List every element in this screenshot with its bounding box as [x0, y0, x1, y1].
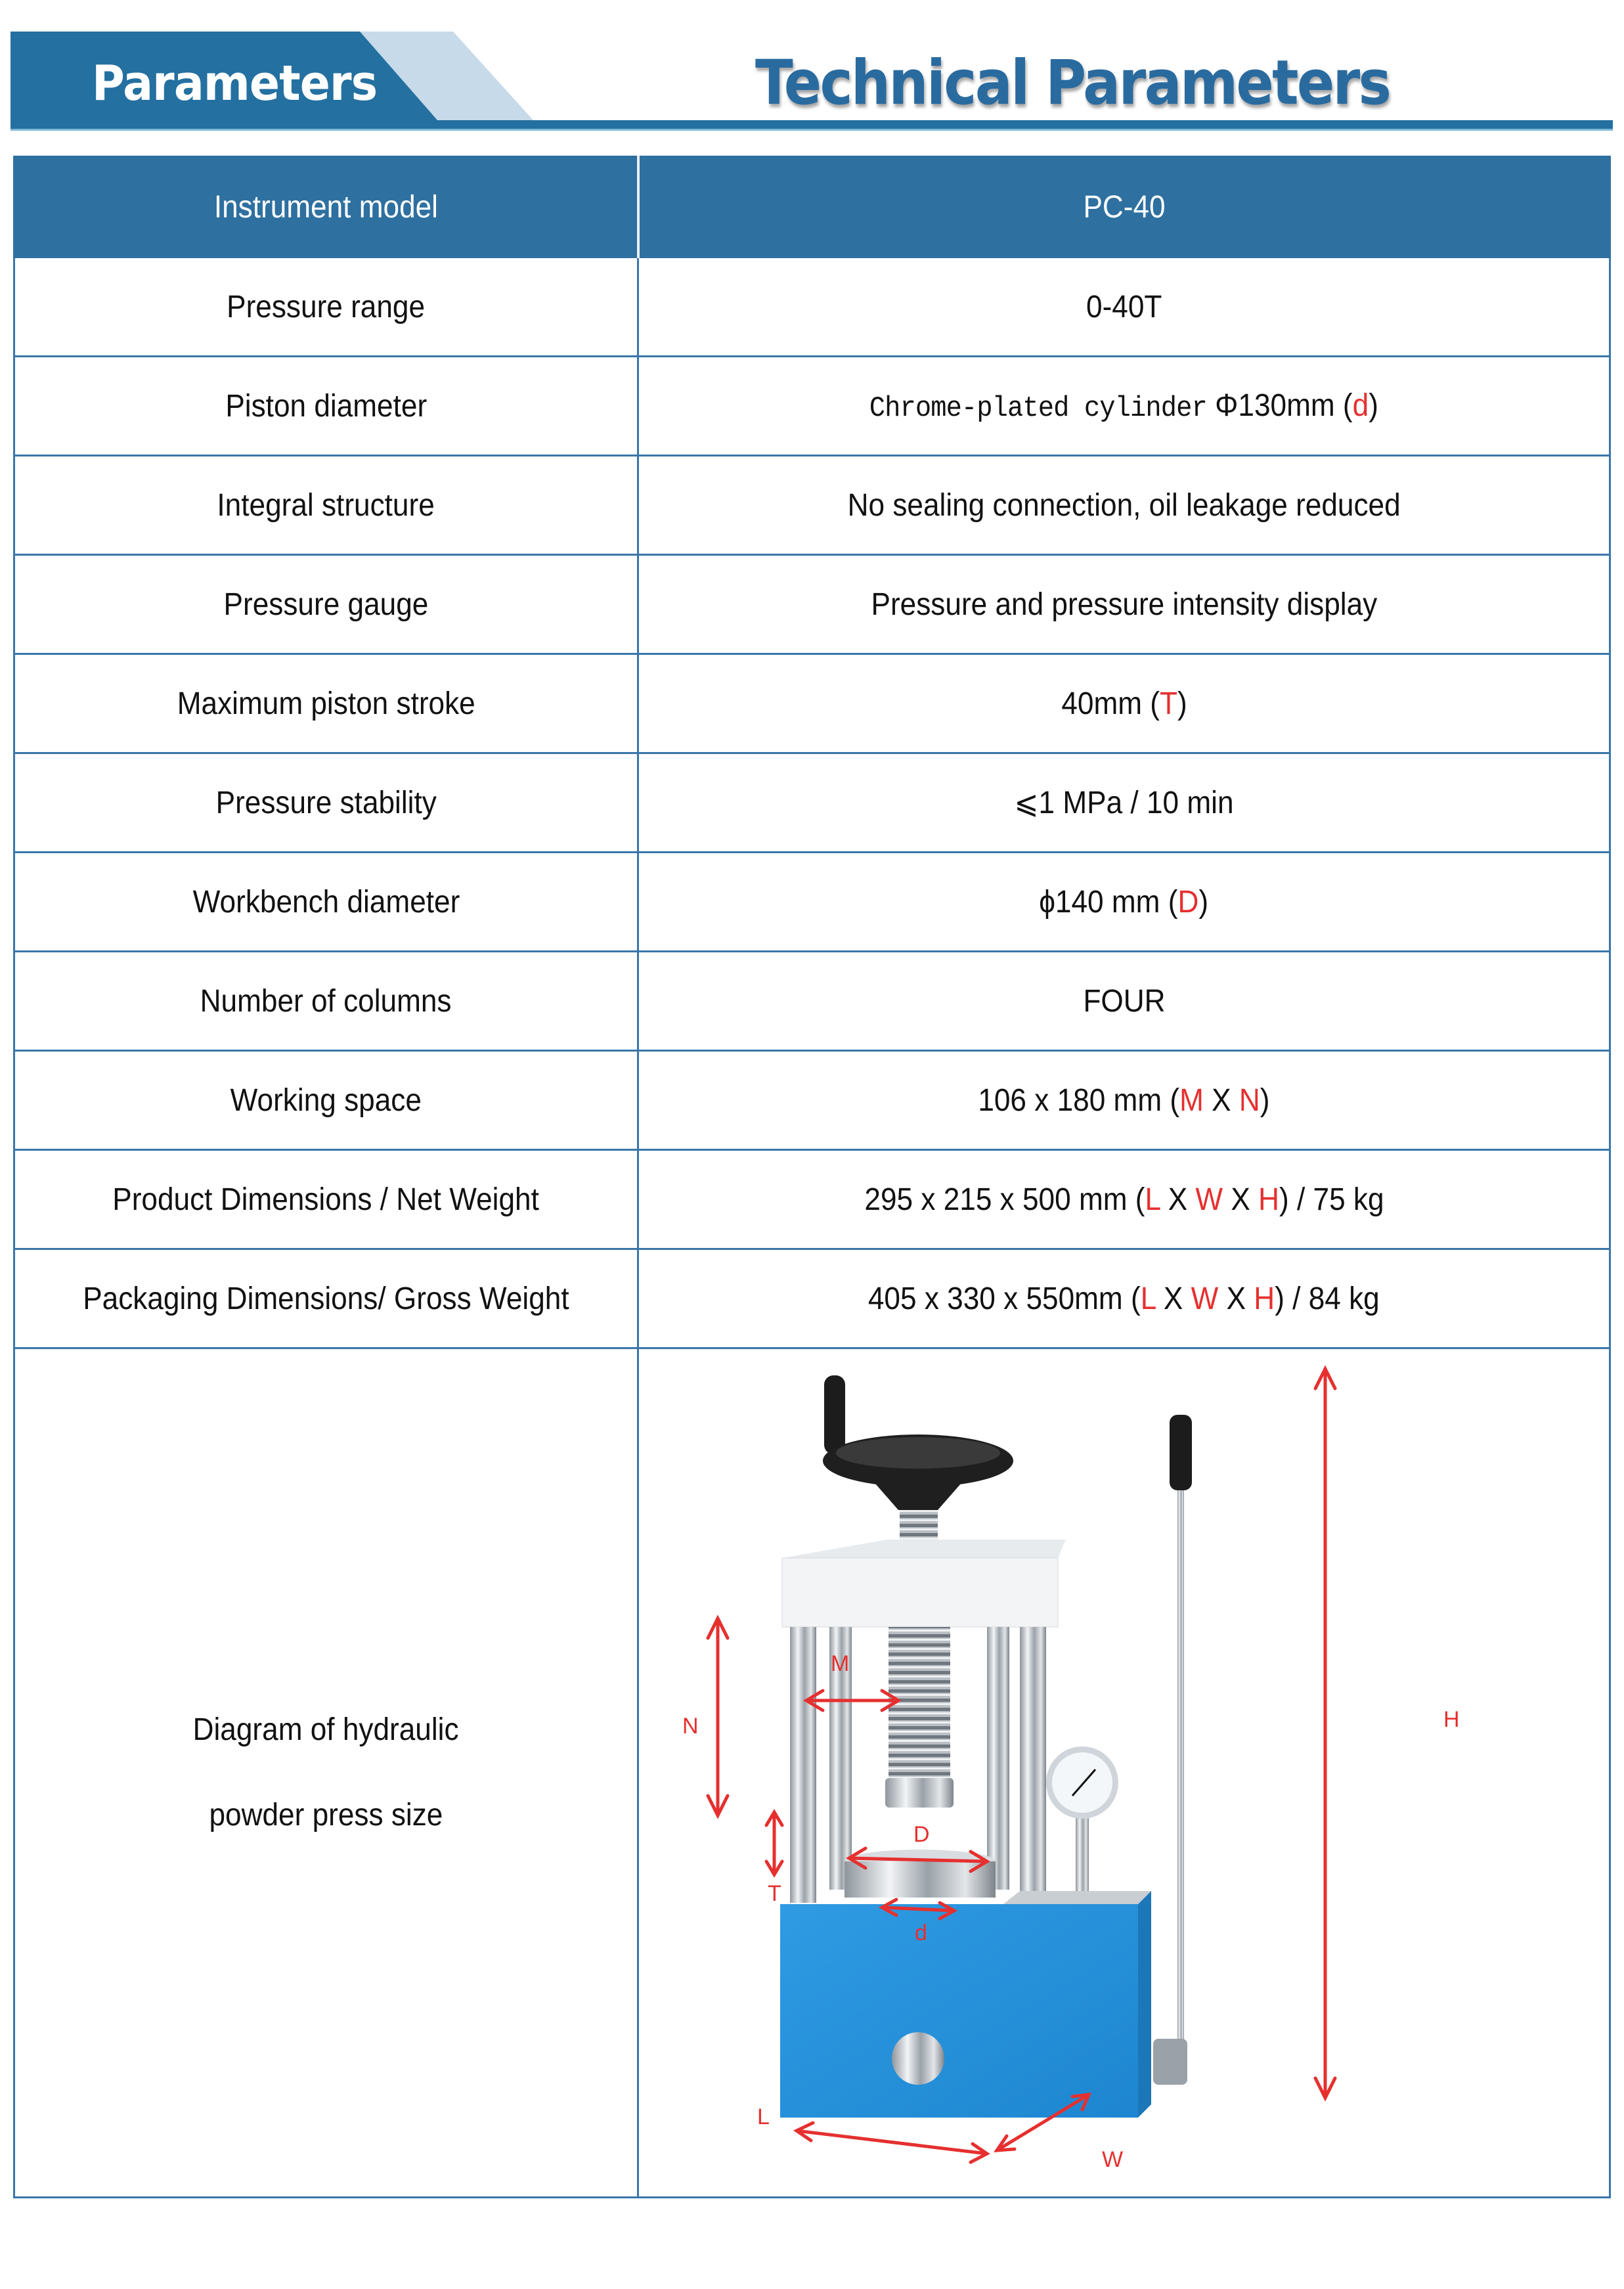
arrow-T	[766, 1812, 782, 1875]
dimension-key: D	[1177, 884, 1199, 920]
row-label: Working space	[230, 1082, 422, 1118]
arrow-M	[806, 1691, 898, 1710]
table-header-row	[14, 157, 1610, 257]
table-row	[14, 1051, 1610, 1150]
row-label-cell	[14, 853, 638, 952]
value-main: 405 x 330 x 550mm	[868, 1281, 1123, 1316]
diagram-label	[15, 1687, 637, 1858]
row-value: FOUR	[1082, 983, 1166, 1019]
release-knob	[892, 2032, 944, 2085]
row-value: 0-40T	[1086, 289, 1162, 324]
row-value-cell	[638, 555, 1610, 654]
value-close: )	[1198, 884, 1209, 920]
value-open: (	[1122, 1281, 1141, 1316]
row-value-cell	[638, 456, 1610, 555]
pump-lever-grip	[1170, 1415, 1192, 1490]
row-value-cell	[638, 257, 1610, 357]
value-open: (	[1162, 1082, 1180, 1118]
row-value-cell	[638, 654, 1610, 753]
row-label: Pressure gauge	[223, 587, 429, 622]
gauge-stem	[1076, 1815, 1089, 1891]
arrow-H	[1315, 1369, 1335, 2098]
value-open: (	[1127, 1182, 1145, 1217]
row-value	[1040, 884, 1209, 920]
row-value-cell	[638, 1249, 1610, 1348]
row-value-cell	[638, 1150, 1610, 1249]
pressure-gauge-face	[1052, 1752, 1112, 1813]
value-main: ϕ140 mm	[1039, 884, 1160, 920]
dimension-label-T: T	[768, 1881, 781, 1906]
table-row	[14, 555, 1610, 654]
diagram-image-cell	[638, 1348, 1610, 2198]
dimension-key: d	[1352, 388, 1369, 423]
row-label-cell	[14, 1051, 638, 1150]
base-side	[1138, 1891, 1151, 2118]
column	[790, 1627, 816, 1903]
top-plate-top	[782, 1540, 1066, 1558]
table-row	[14, 753, 1610, 853]
row-value-cell	[638, 853, 1610, 952]
pump-base	[780, 1904, 1138, 2118]
row-value-cell	[638, 952, 1610, 1051]
row-label: Pressure range	[227, 289, 426, 324]
row-label: Product Dimensions / Net Weight	[112, 1182, 540, 1217]
value-close: ) / 75 kg	[1279, 1182, 1384, 1217]
row-value: ⩽1 MPa / 10 min	[1014, 786, 1234, 820]
value-main: Φ130mm	[1215, 388, 1335, 423]
table-row	[14, 952, 1610, 1051]
handwheel-hub	[875, 1484, 961, 1510]
banner-section-label: Parameters	[92, 55, 378, 112]
row-label: Workbench diameter	[192, 884, 460, 920]
value-open: (	[1334, 388, 1353, 423]
top-plate	[782, 1558, 1058, 1627]
column	[1020, 1627, 1046, 1903]
arrow-N	[708, 1618, 728, 1815]
row-value	[978, 1082, 1269, 1119]
value-open: (	[1141, 686, 1160, 721]
value-main: 106 x 180 mm	[978, 1082, 1162, 1118]
header-value-cell	[638, 157, 1610, 257]
value-close: )	[1177, 686, 1187, 721]
dimension-label-H: H	[1443, 1707, 1460, 1732]
row-label-cell	[14, 753, 638, 853]
value-sep: X	[1155, 1281, 1191, 1316]
dimension-key: N	[1239, 1082, 1260, 1118]
table-row	[14, 456, 1610, 555]
row-label: Maximum piston stroke	[177, 686, 475, 721]
value-main: 40mm	[1061, 686, 1142, 721]
value-close: ) / 84 kg	[1275, 1281, 1380, 1316]
handwheel-inner	[836, 1437, 1000, 1469]
value-open: (	[1160, 884, 1178, 920]
dimension-key: W	[1195, 1182, 1223, 1217]
value-prefix: Chrome-plated cylinder	[869, 391, 1208, 425]
dimension-label-W: W	[1102, 2147, 1124, 2172]
row-value-cell	[638, 1051, 1610, 1150]
dimension-label-N: N	[682, 1714, 699, 1739]
value-sep: X	[1159, 1182, 1195, 1217]
dimension-key: W	[1191, 1281, 1219, 1316]
table-row	[14, 654, 1610, 753]
technical-parameters-table	[13, 156, 1611, 2198]
header-label-cell	[14, 157, 638, 257]
diagram-label-line-2: powder press size	[209, 1798, 443, 1833]
workbench	[845, 1861, 996, 1898]
value-sep: X	[1203, 1082, 1239, 1118]
row-label: Pressure stability	[215, 785, 437, 820]
row-label: Piston diameter	[225, 388, 427, 424]
hydraulic-press-diagram	[639, 1349, 1611, 2196]
row-label: Packaging Dimensions/ Gross Weight	[83, 1281, 569, 1316]
pump-lever	[1177, 1480, 1184, 2078]
crank-handle	[824, 1375, 845, 1454]
dimension-label-L: L	[757, 2104, 770, 2129]
dimension-key: T	[1159, 686, 1177, 721]
header-value: PC-40	[1083, 189, 1166, 225]
value-close: )	[1369, 388, 1379, 423]
column	[987, 1627, 1009, 1890]
row-value: No sealing connection, oil leakage reduced	[847, 487, 1401, 523]
row-label-cell	[14, 1150, 638, 1249]
row-label-cell	[14, 1249, 638, 1348]
arrow-L	[797, 2123, 987, 2162]
diagram-label-line-1: Diagram of hydraulic	[193, 1712, 459, 1747]
row-value	[864, 1182, 1384, 1218]
row-value	[1061, 686, 1187, 722]
row-label-cell	[14, 357, 638, 456]
press-illustration	[639, 1349, 1611, 2196]
diagram-row	[14, 1348, 1610, 2198]
dimension-key: L	[1145, 1182, 1160, 1217]
table-row	[14, 853, 1610, 952]
table-row	[14, 1150, 1610, 1249]
banner-underline-highlight	[11, 129, 1613, 131]
row-value-cell	[638, 753, 1610, 853]
dimension-label-D: D	[913, 1822, 930, 1847]
value-main: 295 x 215 x 500 mm	[864, 1182, 1128, 1217]
diagram-label-cell	[14, 1348, 638, 2198]
dimension-key: H	[1254, 1281, 1275, 1316]
row-value	[868, 1281, 1380, 1317]
title-banner	[0, 0, 1624, 144]
row-value: Pressure and pressure intensity display	[871, 587, 1377, 622]
value-sep: X	[1218, 1281, 1254, 1316]
row-label: Integral structure	[217, 487, 435, 523]
row-value-cell	[638, 357, 1610, 456]
table-row	[14, 257, 1610, 357]
dimension-key: M	[1179, 1082, 1204, 1118]
dimension-label-d: d	[915, 1921, 927, 1945]
dimension-label-M: M	[831, 1651, 850, 1676]
row-label-cell	[14, 555, 638, 654]
base-top-plate	[1003, 1891, 1151, 1904]
dimension-key: H	[1258, 1182, 1279, 1217]
table-row	[14, 1249, 1610, 1348]
page-title: Technical Parameters	[755, 47, 1390, 119]
row-value	[869, 388, 1378, 425]
row-label: Number of columns	[200, 983, 452, 1019]
row-label-cell	[14, 456, 638, 555]
table-row	[14, 357, 1610, 456]
lever-pivot	[1153, 2039, 1187, 2085]
header-label: Instrument model	[213, 189, 438, 225]
row-label-cell	[14, 257, 638, 357]
press-head	[885, 1778, 954, 1808]
dimension-key: L	[1140, 1281, 1156, 1316]
value-sep: X	[1222, 1182, 1258, 1217]
row-label-cell	[14, 952, 638, 1051]
value-close: )	[1260, 1082, 1270, 1118]
row-label-cell	[14, 654, 638, 753]
